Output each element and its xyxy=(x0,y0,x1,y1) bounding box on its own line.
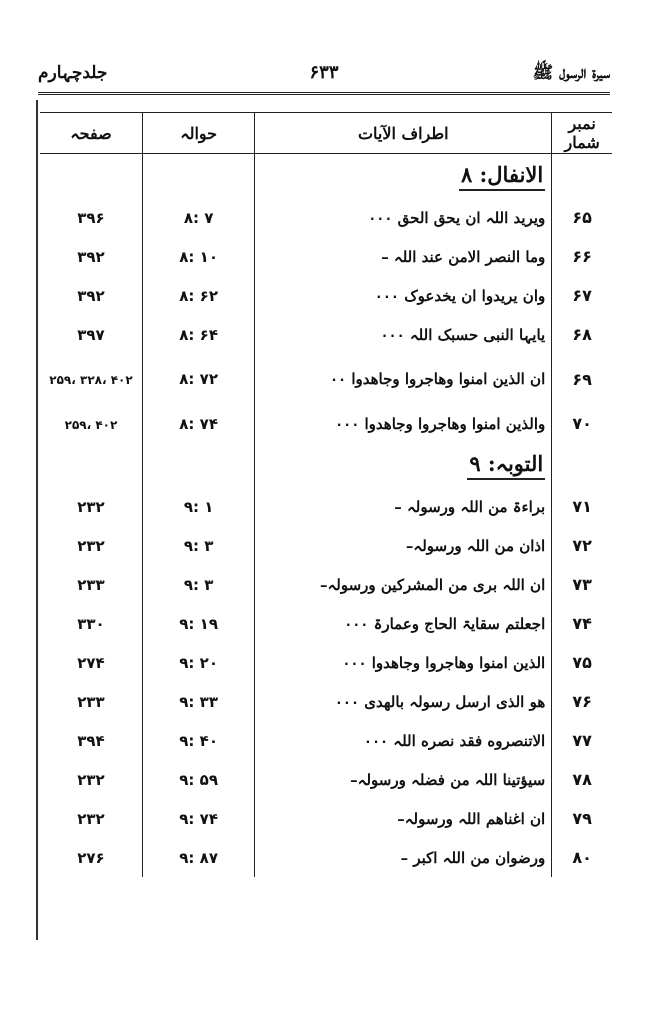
verse-reference: ۹: ۱ xyxy=(183,497,214,516)
verse-text: وان یریدوا ان یخدعوک ۰۰۰ xyxy=(255,276,552,315)
table-row xyxy=(40,354,612,404)
entry-number: ۶۵ xyxy=(552,198,612,237)
verse-reference: ۸: ۱۰ xyxy=(179,247,218,266)
page-reference: ۲۳۲ xyxy=(77,497,105,516)
entry-number: ۶۸ xyxy=(552,315,612,354)
table-row xyxy=(40,604,612,643)
table-row xyxy=(40,760,612,799)
section-heading-row xyxy=(40,154,612,199)
page-reference: ۲۵۹، ۴۰۲ xyxy=(64,417,118,432)
entry-number: ۷۲ xyxy=(552,526,612,565)
verse-index-table xyxy=(40,112,612,877)
verse-reference: ۹: ۵۹ xyxy=(179,770,218,789)
verse-text: هو الذی ارسل رسولہ بالهدی ۰۰۰ xyxy=(255,682,552,721)
table-row xyxy=(40,198,612,237)
verse-text: الذین امنوا وهاجروا وجاهدوا ۰۰۰ xyxy=(255,643,552,682)
book-title: سیرۃ الرسول ﷺ xyxy=(532,63,610,83)
verse-reference: ۹: ۳ xyxy=(183,575,214,594)
entry-number: ۸۰ xyxy=(552,838,612,877)
entry-number: ۷۱ xyxy=(552,487,612,526)
verse-reference: ۹: ۲۰ xyxy=(179,653,218,672)
page-reference: ۲۳۲ xyxy=(77,809,105,828)
table-row xyxy=(40,237,612,276)
column-header-page: صفحہ xyxy=(40,113,142,154)
table-row xyxy=(40,838,612,877)
verse-reference: ۹: ۷۴ xyxy=(179,809,218,828)
entry-number: ۷۶ xyxy=(552,682,612,721)
page-reference: ۲۷۶ xyxy=(77,848,105,867)
verse-reference: ۸: ۷۴ xyxy=(179,414,218,433)
verse-text: اذان من اللہ ورسولہ– xyxy=(255,526,552,565)
column-header-verse: اطراف الآیات xyxy=(255,113,552,154)
entry-number: ۷۷ xyxy=(552,721,612,760)
page-reference: ۳۹۶ xyxy=(77,208,105,227)
verse-reference: ۹: ۳۳ xyxy=(179,692,218,711)
page-reference: ۲۳۳ xyxy=(77,575,105,594)
verse-text: والذین امنوا وهاجروا وجاهدوا ۰۰۰ xyxy=(255,404,552,443)
table-row xyxy=(40,526,612,565)
volume-label: جلدچہارم xyxy=(38,63,108,83)
table-row xyxy=(40,404,612,443)
entry-number: ۷۵ xyxy=(552,643,612,682)
page-number: ۶۳۳ xyxy=(309,62,339,83)
page-reference: ۲۳۲ xyxy=(77,536,105,555)
margin-rule xyxy=(36,100,38,940)
table-row xyxy=(40,276,612,315)
verse-text: ویرید اللہ ان یحق الحق ۰۰۰ xyxy=(255,198,552,237)
section-title: التوبہ: ۹ xyxy=(467,451,545,480)
column-header-number: نمبر شمار xyxy=(552,113,612,154)
table-row xyxy=(40,487,612,526)
verse-reference: ۸: ۷۲ xyxy=(179,370,218,388)
verse-text: وما النصر الامن عند اللہ – xyxy=(255,237,552,276)
header-rule xyxy=(38,92,610,95)
page-reference: ۳۳۰ xyxy=(77,614,105,633)
verse-text: ورضوان من اللہ اکبر – xyxy=(255,838,552,877)
entry-number: ۷۳ xyxy=(552,565,612,604)
page-reference: ۳۹۲ xyxy=(77,286,105,305)
page-reference: ۳۹۲ xyxy=(77,247,105,266)
page-reference: ۲۵۹، ۳۲۸، ۴۰۲ xyxy=(49,373,133,387)
verse-text: ان اللہ بری من المشرکین ورسولہ– xyxy=(255,565,552,604)
verse-reference: ۸: ۶۴ xyxy=(179,325,218,344)
page-reference: ۲۳۳ xyxy=(77,692,105,711)
verse-text: براءۃ من اللہ ورسولہ – xyxy=(255,487,552,526)
column-header-reference: حوالہ xyxy=(142,113,254,154)
verse-text: یایہا النبی حسبک اللہ ۰۰۰ xyxy=(255,315,552,354)
entry-number: ۶۷ xyxy=(552,276,612,315)
entry-number: ۷۴ xyxy=(552,604,612,643)
table-row xyxy=(40,565,612,604)
verse-text: سیؤتینا اللہ من فضلہ ورسولہ– xyxy=(255,760,552,799)
verse-text: ان الذین امنوا وهاجروا وجاهدوا ۰۰ xyxy=(255,354,552,404)
page-reference: ۳۹۴ xyxy=(77,731,105,750)
verse-text: ان اغناهم اللہ ورسولہ– xyxy=(255,799,552,838)
table-row xyxy=(40,315,612,354)
verse-reference: ۸: ۷ xyxy=(183,208,214,227)
entry-number: ۶۶ xyxy=(552,237,612,276)
verse-text: اجعلتم سقایۃ الحاج وعمارۃ ۰۰۰ xyxy=(255,604,552,643)
page-header xyxy=(38,58,610,92)
verse-reference: ۹: ۳ xyxy=(183,536,214,555)
table-header-row xyxy=(40,113,612,154)
table-row xyxy=(40,721,612,760)
entry-number: ۷۹ xyxy=(552,799,612,838)
entry-number: ۷۸ xyxy=(552,760,612,799)
verse-reference: ۹: ۸۷ xyxy=(179,848,218,867)
section-heading-row xyxy=(40,443,612,487)
page-reference: ۳۹۷ xyxy=(77,325,105,344)
entry-number: ۷۰ xyxy=(552,404,612,443)
verse-reference: ۹: ۴۰ xyxy=(179,731,218,750)
section-title: الانفال: ۸ xyxy=(459,162,545,191)
table-row xyxy=(40,682,612,721)
entry-number: ۶۹ xyxy=(552,354,612,404)
verse-reference: ۸: ۶۲ xyxy=(179,286,218,305)
page-reference: ۲۳۲ xyxy=(77,770,105,789)
table-row xyxy=(40,643,612,682)
verse-text: الاتنصروه فقد نصره اللہ ۰۰۰ xyxy=(255,721,552,760)
page-reference: ۲۷۴ xyxy=(77,653,105,672)
verse-reference: ۹: ۱۹ xyxy=(179,614,218,633)
table-row xyxy=(40,799,612,838)
